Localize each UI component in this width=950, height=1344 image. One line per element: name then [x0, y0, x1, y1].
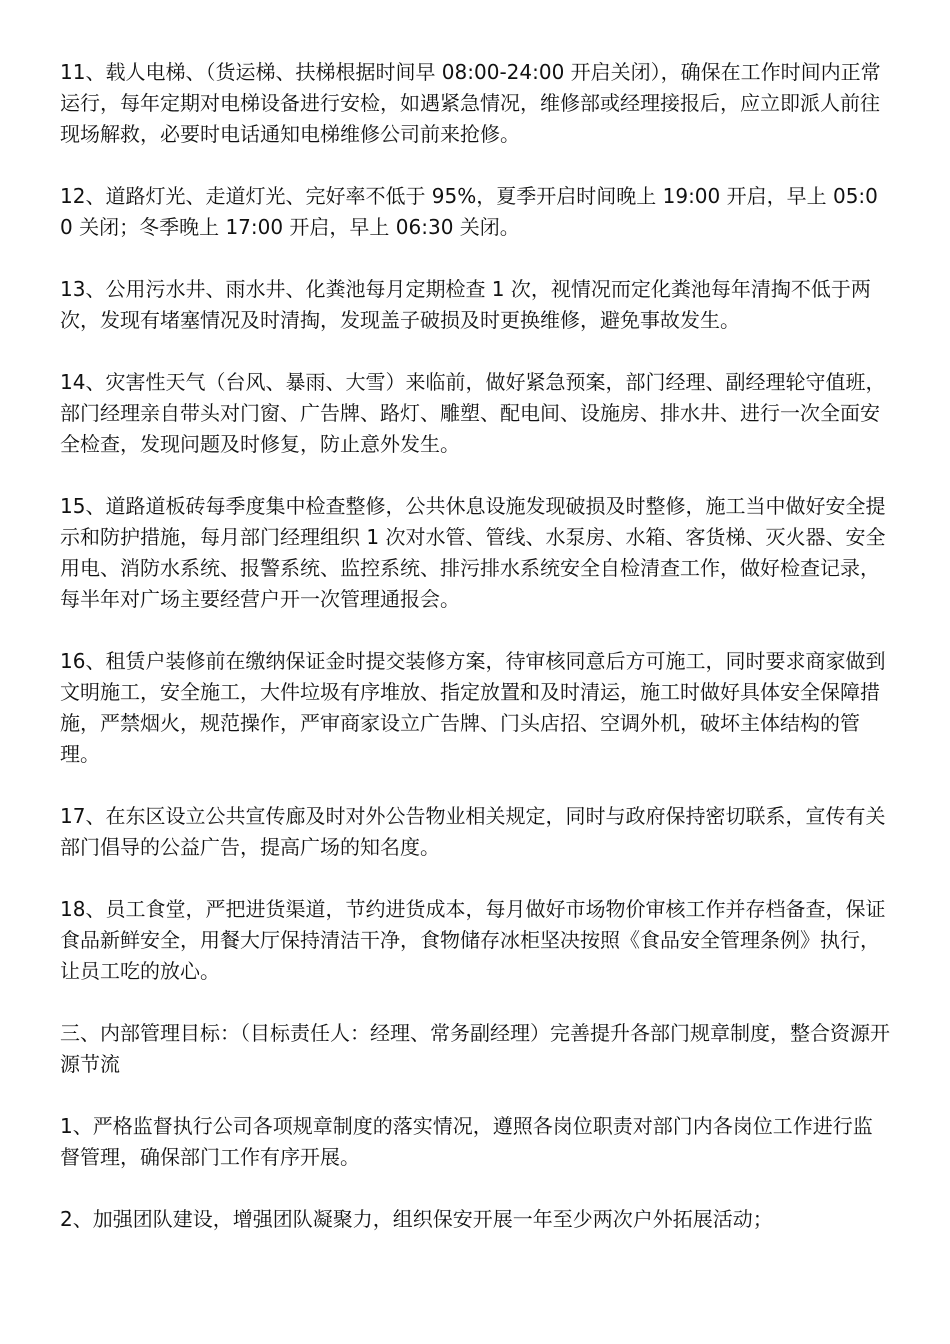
document-body [60, 57, 890, 1235]
paragraph-item-12-lighting: 12、道路灯光、走道灯光、完好率不低于 95%，夏季开启时间晚上 19:00 开启，早上 05:00 关闭；冬季晚上 17:00 开启，早上 06:30 关闭。 [60, 184, 878, 239]
paragraph-item-11-elevators: 11、载人电梯、（货运梯、扶梯根据时间早 08:00-24:00 开启关闭），确保在工作时间内正常运行，每年定期对电梯设备进行安检，如遇紧急情况，维修部或经理接报后，应立即派人前往现场解救，必要时电话通知电梯维修公司前来抢修。 [60, 60, 881, 146]
section-heading-internal-management: 三、内部管理目标：（目标责任人：经理、常务副经理）完善提升各部门规章制度，整合资源开源节流 [60, 1021, 890, 1076]
paragraph-item-14-disaster-weather: 14、灾害性天气（台风、暴雨、大雪）来临前，做好紧急预案，部门经理、副经理轮守值班，部门经理亲自带头对门窗、广告牌、路灯、雕塑、配电间、设施房、排水井、进行一次全面安全检查，发现问题及时修复，防止意外发生。 [60, 370, 886, 456]
paragraph-item-18-staff-canteen: 18、员工食堂，严把进货渠道，节约进货成本，每月做好市场物价审核工作并存档备查，保证食品新鲜安全，用餐大厅保持清洁干净，食物储存冰柜坚决按照《食品安全管理条例》执行，让员工吃的放心。 [60, 897, 886, 983]
paragraph-item-2-team-building: 2、加强团队建设，增强团队凝聚力，组织保安开展一年至少两次户外拓展活动； [60, 1207, 773, 1231]
paragraph-item-13-sewer-inspection: 13、公用污水井、雨水井、化粪池每月定期检查 1 次，视情况而定化粪池每年清掏不低于两次，发现有堵塞情况及时清掏，发现盖子破损及时更换维修，避免事故发生。 [60, 277, 871, 332]
paragraph-item-1-supervision: 1、严格监督执行公司各项规章制度的落实情况，遵照各岗位职责对部门内各岗位工作进行监督管理，确保部门工作有序开展。 [60, 1114, 873, 1169]
paragraph-item-15-road-inspection: 15、道路道板砖每季度集中检查整修，公共休息设施发现破损及时整修，施工当中做好安全提示和防护措施，每月部门经理组织 1 次对水管、管线、水泵房、水箱、客货梯、灭火器、安全用电、消防水系统、报警系统、监控系统、排污排水系统安全自检清查工作，做好检查记录，每半年对广场主要经营户开一次管理通报会。 [60, 494, 886, 611]
paragraph-item-16-tenant-renovation: 16、租赁户装修前在缴纳保证金时提交装修方案，待审核同意后方可施工，同时要求商家做到文明施工，安全施工，大件垃圾有序堆放、指定放置和及时清运，施工时做好具体安全保障措施，严禁烟火，规范操作，严审商家设立广告牌、门头店招、空调外机，破坏主体结构的管理。 [60, 649, 886, 766]
paragraph-item-17-public-notice: 17、在东区设立公共宣传廊及时对外公告物业相关规定，同时与政府保持密切联系，宣传有关部门倡导的公益广告，提高广场的知名度。 [60, 804, 886, 859]
